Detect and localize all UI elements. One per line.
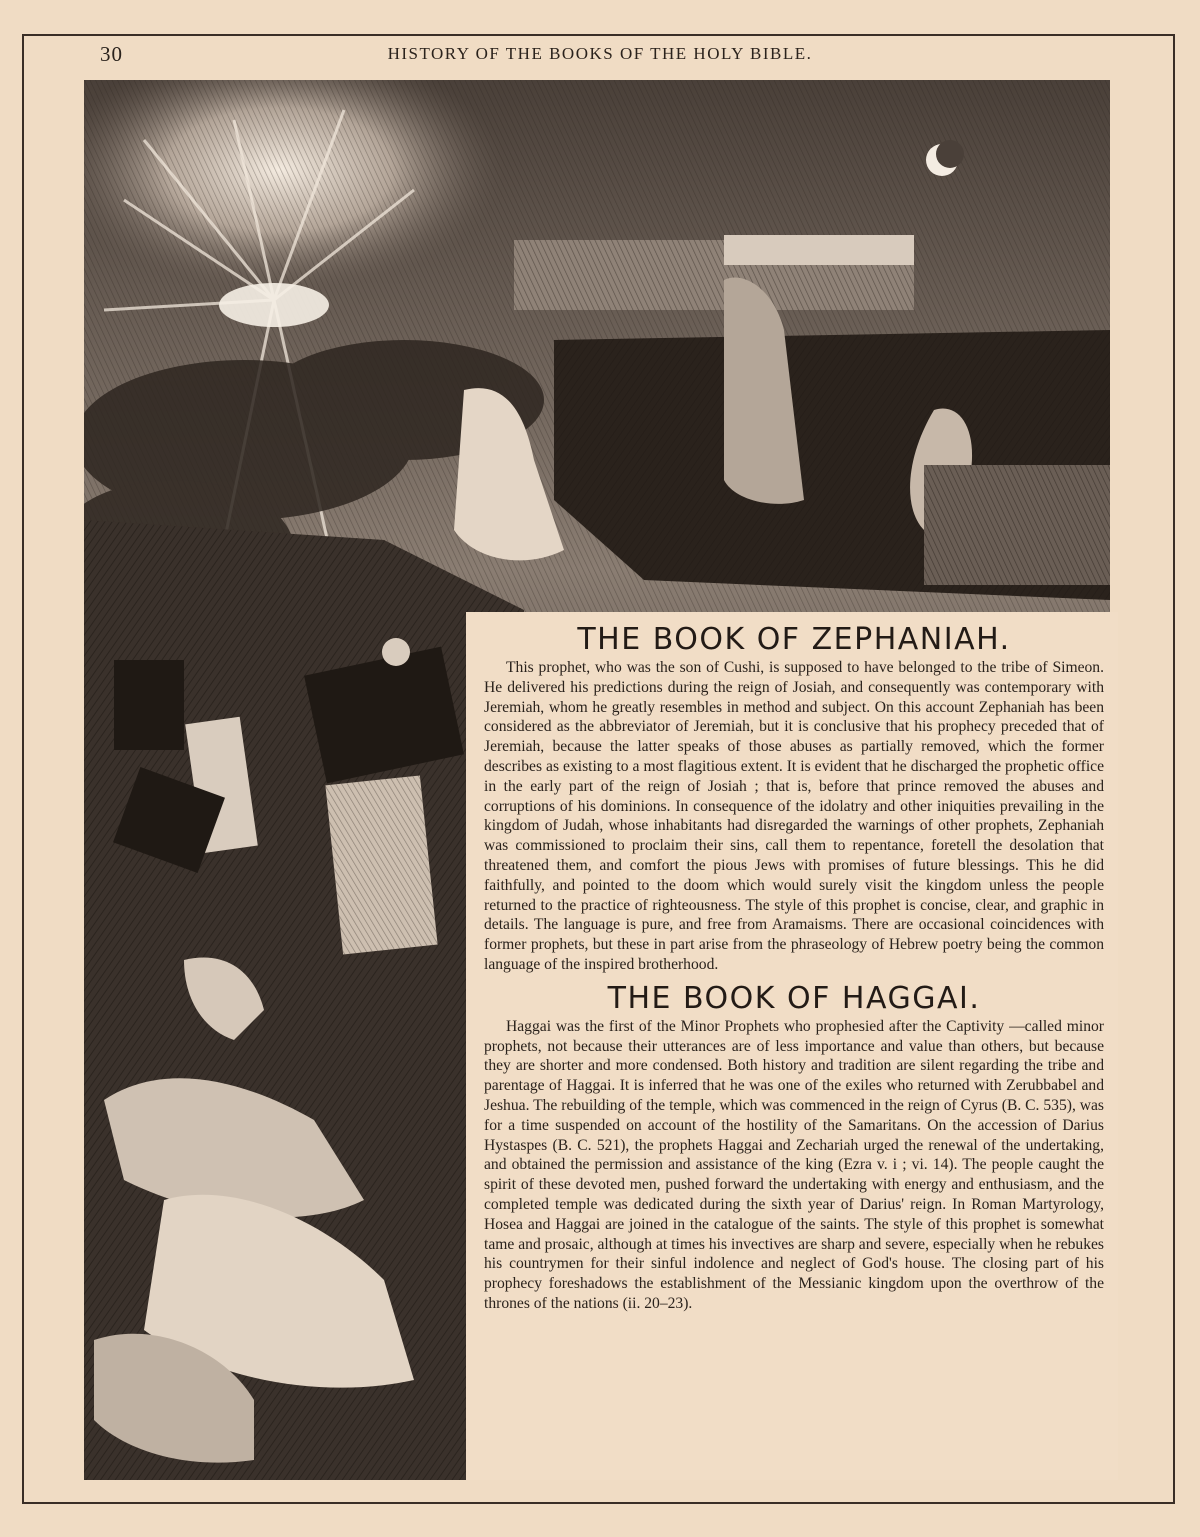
running-head: HISTORY OF THE BOOKS OF THE HOLY BIBLE. xyxy=(387,44,813,63)
text-panel xyxy=(466,612,1118,1480)
sun-glow xyxy=(219,283,329,327)
page-number: 30 xyxy=(100,42,123,66)
section-title-zephaniah: THE BOOK OF ZEPHANIAH. xyxy=(577,622,1011,657)
section-body-zephaniah: This prophet, who was the son of Cushi, is supposed to have belonged to the tribe of Simeon. He delivered his predictions during the reign of Josiah, and consequently was contemporary with Jeremiah, whom he greatly resembles in method and subject. On this account Zephaniah has been considered as the abbreviator of Jeremiah, but it is conclusive that his prophecy preceded that of Jeremiah, because the latter speaks of those abuses as partially removed, which the former describes as existing to a most flagitious extent. It is evident that he discharged the prophetic office in the early part of the reign of Josiah ; that is, before that prince removed the abuses and corruptions of his dominions. In consequence of the idolatry and other iniquities prevailing in the kingdom of Judah, whose inhabitants had disregarded the warnings of other prophets, Zephaniah was commissioned to proclaim their sins, call them to repentance, foretell the desolation that threatened them, and comfort the pious Jews with promises of future blessings. This he did faithfully, and pointed to the doom which would surely visit the kingdom unless the people returned to the practice of righteousness. The style of this prophet is concise, clear, and graphic in details. The language is pure, and free from Aramaisms. There are occasional coincidences with former prophets, but these in part arise from the phraseology of Hebrew poetry being the common language of the inspired brotherhood. xyxy=(484,659,1104,973)
section-body-haggai: Haggai was the first of the Minor Prophets who prophesied after the Captivity —called minor prophets, not because their utterances are of less importance and value than others, but because they are shorter and more condensed. Both history and tradition are silent regarding the tribe and parentage of Haggai. It is inferred that he was one of the exiles who returned with Zerubbabel and Jeshua. The rebuilding of the temple, which was commenced in the reign of Cyrus (B. C. 535), was for a time suspended on account of the hostility of the Samaritans. On the accession of Darius Hystaspes (B. C. 521), the prophets Haggai and Zechariah urged the renewal of the undertaking, and obtained the permission and assistance of the king (Ezra v. i ; vi. 14). The people caught the spirit of these devoted men, pushed forward the undertaking with energy and enthusiasm, and the completed temple was dedicated during the sixth year of Darius' reign. In Roman Martyrology, Hosea and Haggai are joined in the catalogue of the saints. The style of this prophet is somewhat tame and prosaic, although at times his invectives are sharp and severe, especially when he rebukes his countrymen for their sinful indolence and neglect of God's house. The closing part of his prophecy foreshadows the establishment of the Messianic kingdom upon the overthrow of the thrones of the nations (ii. 20–23). xyxy=(484,1017,1104,1312)
temple-wall xyxy=(514,235,914,310)
section-title-haggai: THE BOOK OF HAGGAI. xyxy=(607,980,981,1016)
